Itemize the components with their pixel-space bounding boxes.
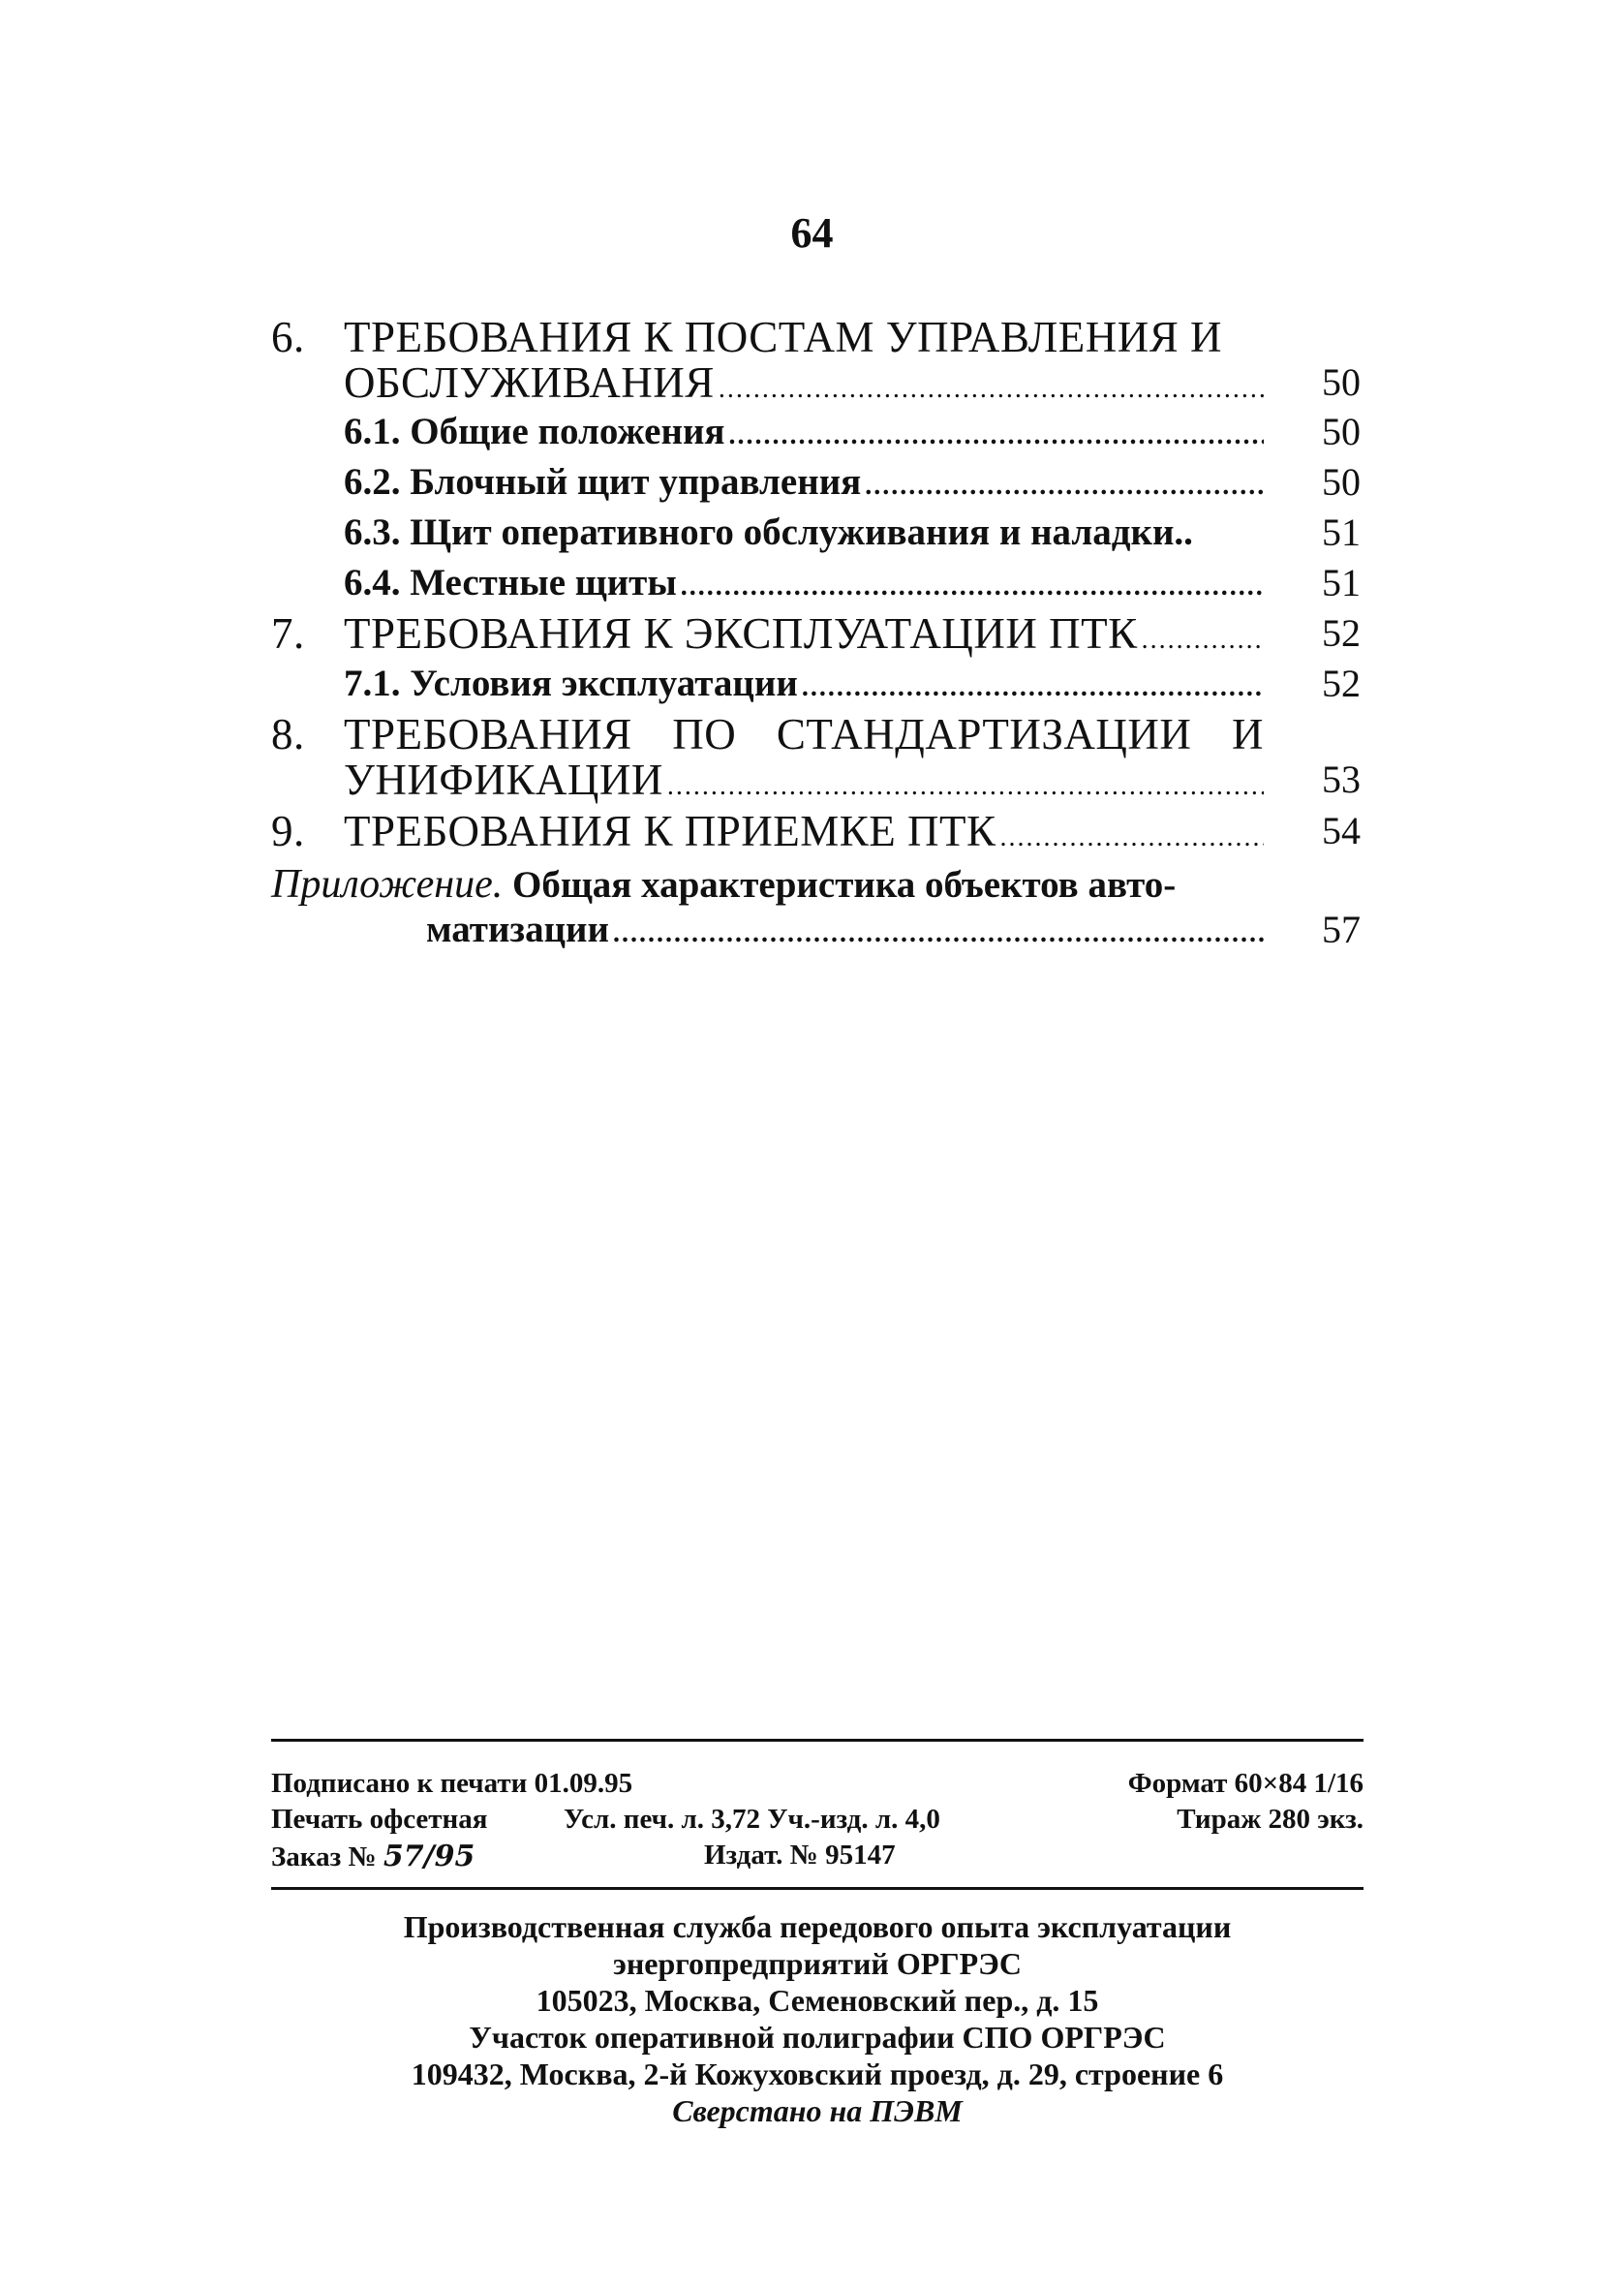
toc-section-6-title-line2-text: ОБСЛУЖИВАНИЯ (344, 358, 715, 407)
toc-item-7-1-page: 52 (1322, 662, 1361, 705)
toc-section-9 (344, 807, 1264, 862)
toc-section-7 (344, 609, 1264, 665)
toc-section-6-number: 6. (271, 313, 305, 361)
toc-item-6-1 (344, 408, 1264, 460)
toc-section-9-text: ТРЕБОВАНИЯ К ПРИЕМКЕ ПТК (344, 807, 996, 855)
imprint-format: Формат 60×84 1/16 (1127, 1768, 1364, 1799)
toc-section-7-page: 52 (1322, 611, 1361, 655)
toc-appendix-prefix: Приложение. (271, 862, 504, 907)
imprint-top-rule (271, 1739, 1364, 1742)
page-number: 64 (790, 209, 834, 257)
toc-section-9-number: 9. (271, 807, 305, 855)
imprint-circulation: Тираж 280 экз. (1177, 1804, 1364, 1835)
toc-item-6-2 (344, 458, 1264, 510)
toc-section-6-title-line1: ТРЕБОВАНИЯ К ПОСТАМ УПРАВЛЕНИЯ И (344, 313, 1222, 361)
toc-item-6-4-page: 51 (1322, 561, 1361, 604)
imprint-order (271, 1840, 475, 1873)
imprint-order-label: Заказ № (271, 1841, 377, 1872)
toc-section-8-number: 8. (271, 710, 305, 758)
imprint-bottom-rule (271, 1887, 1364, 1890)
toc-section-6-title-line2 (344, 358, 1264, 414)
toc-section-8-title-line1: ТРЕБОВАНИЯ ПО СТАНДАРТИЗАЦИИ И (344, 710, 1264, 758)
toc-item-7-1 (344, 660, 1264, 712)
toc-item-6-3-page: 51 (1322, 510, 1361, 554)
toc-section-8-title-line2 (344, 756, 1264, 811)
toc-section-9-page: 54 (1322, 809, 1361, 852)
toc-item-6-2-page: 50 (1322, 460, 1361, 504)
toc-item-7-1-text: 7.1. Условия эксплуатации (344, 663, 798, 704)
publisher-address-1: 105023, Москва, Семеновский пер., д. 15 (536, 1983, 1099, 2018)
imprint-print-type: Печать офсетная (271, 1804, 488, 1835)
publisher-line-4: Участок оперативной полиграфии СПО ОРГРЭС (469, 2020, 1166, 2055)
imprint-publ-no: Издат. № 95147 (704, 1840, 896, 1871)
publisher-line-1: Производственная служба передового опыта эксплуатации (403, 1909, 1232, 1944)
toc-appendix-title-line2-text: матизации (426, 909, 610, 950)
imprint-order-value: 57/95 (383, 1840, 475, 1873)
imprint-sheets: Усл. печ. л. 3,72 Уч.-изд. л. 4,0 (564, 1804, 940, 1835)
toc-appendix-line1 (271, 860, 1264, 910)
toc-item-6-1-page: 50 (1322, 410, 1361, 453)
toc-section-8-title-line2-text: УНИФИКАЦИИ (344, 756, 663, 804)
toc-appendix-page: 57 (1322, 908, 1361, 951)
toc-item-6-2-text: 6.2. Блочный щит управления (344, 461, 862, 503)
table-of-contents (0, 0, 1624, 969)
toc-section-7-text: ТРЕБОВАНИЯ К ЭКСПЛУАТАЦИИ ПТК (344, 609, 1138, 658)
footer-italic-note: Сверстано на ПЭВМ (672, 2093, 963, 2128)
toc-section-8-page: 53 (1322, 758, 1361, 801)
toc-appendix-title-line1: Общая характеристика объектов авто- (512, 864, 1177, 906)
toc-item-6-4 (344, 559, 1264, 611)
toc-section-6-page: 50 (1322, 360, 1361, 404)
publisher-line-2: энергопредприятий ОРГРЭС (613, 1946, 1022, 1981)
toc-item-6-1-text: 6.1. Общие положения (344, 411, 725, 452)
toc-section-7-number: 7. (271, 609, 305, 658)
toc-appendix-line2 (426, 906, 1264, 958)
toc-item-6-3: 6.3. Щит оперативного обслуживания и наладки.. (344, 511, 1193, 553)
toc-item-6-4-text: 6.4. Местные щиты (344, 562, 677, 603)
publisher-address-2: 109432, Москва, 2-й Кожуховский проезд, д. 29, строение 6 (411, 2057, 1224, 2091)
imprint-signed: Подписано к печати 01.09.95 (271, 1768, 633, 1799)
